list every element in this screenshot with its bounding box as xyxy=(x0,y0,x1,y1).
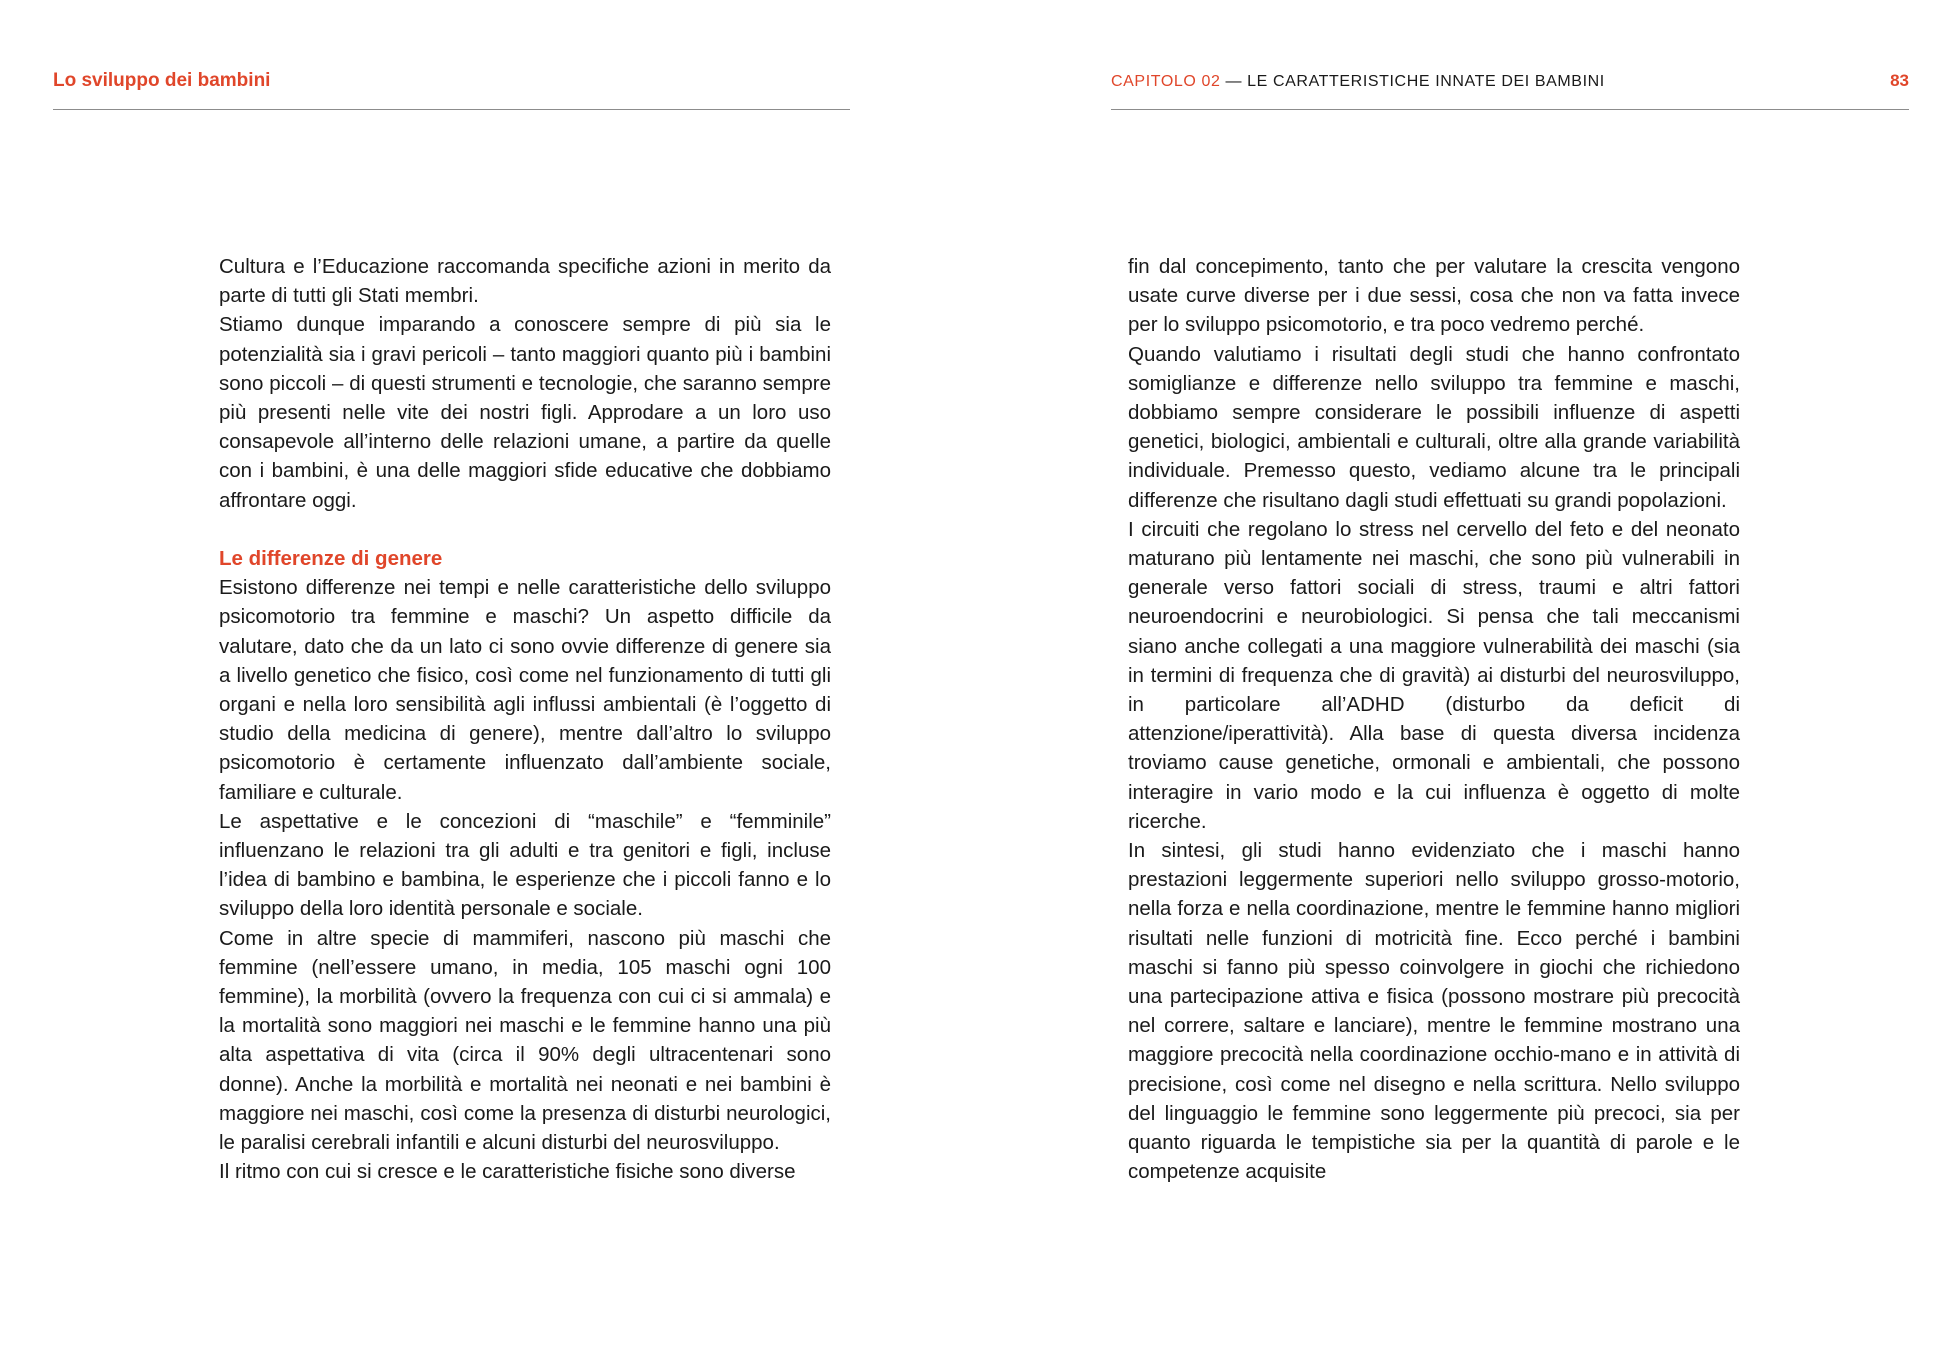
paragraph: Il ritmo con cui si cresce e le caratteristiche fisiche sono diverse xyxy=(219,1160,796,1184)
chapter-label: CAPITOLO 02 xyxy=(1111,73,1221,90)
paragraph: Stiamo dunque imparando a conoscere sempre di più sia le potenzialità sia i gravi pericoli – tanto maggiori quanto più i bambini sono piccoli – di questi strumenti e tecnologie, che saranno sempre più presenti nelle vite dei nostri figli. Approdare a un loro uso consapevole all’interno delle relazioni umane, a partire da quelle con i bambini, è una delle maggiori sfide educative che dobbiamo affrontare oggi. xyxy=(219,313,831,512)
paragraph: Esistono differenze nei tempi e nelle caratteristiche dello sviluppo psicomotorio tra femmine e maschi? Un aspetto difficile da valutare, dato che da un lato ci sono ovvie differenze di genere sia a livello genetico che fisico, così come nel funzionamento di tutti gli organi e nella loro sensibilità agli influssi ambientali (è l’oggetto di studio della medicina di genere), mentre dall’altro lo sviluppo psicomotorio è certamente influenzato dall’ambiente sociale, familiare e culturale. xyxy=(219,576,831,804)
paragraph: I circuiti che regolano lo stress nel cervello del feto e del neonato maturano più lentamente nei maschi, che sono più vulnerabili in generale verso fattori sociali di stress, traumi e altri fattori neuroendocrini e neurobiologici. Si pensa che tali meccanismi siano anche collegati a una maggiore vulnerabilità dei maschi (sia in termini di frequenza che di gravità) ai disturbi del neurosviluppo, in particolare all’ADHD (disturbo da deficit di attenzione/iperattività). Alla base di questa diversa incidenza troviamo cause genetiche, ormonali e ambientali, che possono interagire in vario modo e la cui influenza è oggetto di molte ricerche. xyxy=(1128,517,1740,833)
paragraph: Le aspettative e le concezioni di “maschile” e “femminile” influenzano le relazioni tra gli adulti e tra genitori e figli, incluse l’idea di bambino e bambina, le esperienze che i piccoli fanno e lo sviluppo della loro identità personale e sociale. xyxy=(219,809,831,921)
right-page xyxy=(974,0,1949,1358)
right-body-text xyxy=(1128,252,1740,1187)
left-page xyxy=(0,0,974,1358)
right-running-head xyxy=(1111,70,1909,110)
book-title: Lo sviluppo dei bambini xyxy=(53,70,271,91)
paragraph: Quando valutiamo i risultati degli studi che hanno confrontato somiglianze e differenze nello sviluppo tra femmine e maschi, dobbiamo sempre considerare le possibili influenze di aspetti genetici, biologici, ambientali e culturali, oltre alla grande variabilità individuale. Premesso questo, vediamo alcune tra le principali differenze che risultano dagli studi effettuati su grandi popolazioni. xyxy=(1128,342,1740,512)
chapter-title: LE CARATTERISTICHE INNATE DEI BAMBINI xyxy=(1247,73,1605,90)
paragraph: Come in altre specie di mammiferi, nascono più maschi che femmine (nell’essere umano, in media, 105 maschi ogni 100 femmine), la morbilità (ovvero la frequenza con cui ci si ammala) e la mortalità sono maggiori nei maschi e le femmine hanno una più alta aspettativa di vita (circa il 90% degli ultracentenari sono donne). Anche la morbilità e mortalità nei neonati e nei bambini è maggiore nei maschi, così come la presenza di disturbi neurologici, le paralisi cerebrali infantili e alcuni disturbi del neurosviluppo. xyxy=(219,926,831,1155)
section-spacer xyxy=(219,515,831,544)
left-body-text xyxy=(219,252,831,1186)
paragraph: Cultura e l’Educazione raccomanda specifiche azioni in merito da parte di tutti gli Stati membri. xyxy=(219,255,831,308)
paragraph: fin dal concepimento, tanto che per valutare la crescita vengono usate curve diverse per i due sessi, cosa che non va fatta invece per lo sviluppo psicomotorio, e tra poco vedremo perché. xyxy=(1128,255,1740,337)
left-running-head xyxy=(53,70,850,110)
paragraph: In sintesi, gli studi hanno evidenziato che i maschi hanno prestazioni leggermente superiori nello sviluppo grosso-motorio, nella forza e nella coordinazione, mentre le femmine hanno migliori risultati nelle funzioni di motricità fine. Ecco perché i bambini maschi si fanno più spesso coinvolgere in giochi che richiedono una partecipazione attiva e fisica (possono mostrare più precocità nel correre, saltare e lanciare), mentre le femmine mostrano una maggiore precocità nella coordinazione occhio-mano e in attività di precisione, così come nel disegno e nella scrittura. Nello sviluppo del linguaggio le femmine sono leggermente più precoci, sia per quanto riguarda le tempistiche sia per la quantità di parole e le competenze acquisite xyxy=(1128,839,1740,1184)
chapter-separator: — xyxy=(1220,73,1248,90)
chapter-header xyxy=(1111,73,1605,91)
section-heading: Le differenze di genere xyxy=(219,547,443,571)
page-number: 83 xyxy=(1890,71,1909,90)
